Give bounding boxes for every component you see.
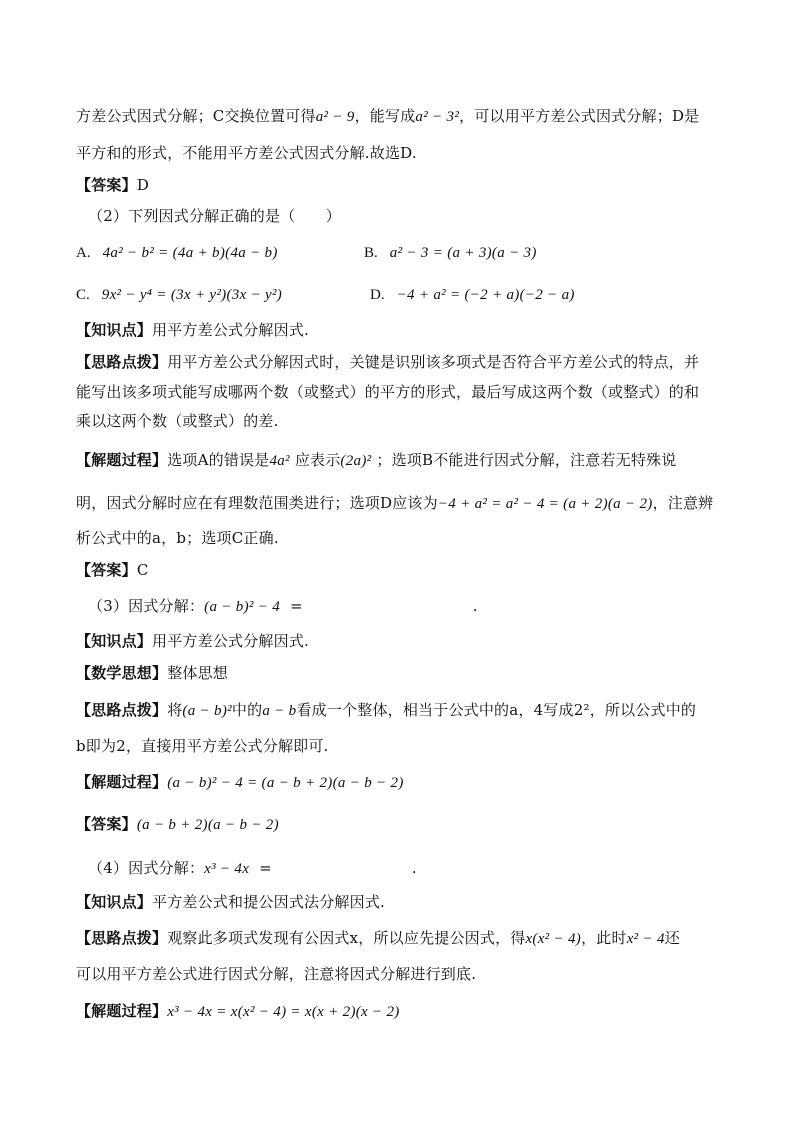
option-label: A. xyxy=(76,245,91,261)
text: ，能写成 xyxy=(354,107,416,125)
option-expr: a² − 3 = (a + 3)(a − 3) xyxy=(389,245,537,261)
question-4-stem: （4）因式分解：x³ − 4x = . xyxy=(88,859,417,877)
option-expr: 4a² − b² = (4a + b)(4a − b) xyxy=(102,245,278,261)
text: 方差公式因式分解；C交换位置可得 xyxy=(76,107,316,125)
hint-line: b即为2，直接用平方差公式分解即可. xyxy=(76,737,329,755)
option-expr: −4 + a² = (−2 + a)(−2 − a) xyxy=(396,287,575,303)
math-expr: a² − 3² xyxy=(415,109,460,125)
text: 平方和的形式，不能用平方差公式因式分解.故选D. xyxy=(76,144,417,162)
hint-line: 乘以这两个数（或整式）的差. xyxy=(76,412,279,430)
question-3-stem: （3）因式分解：(a − b)² − 4 = . xyxy=(88,597,478,615)
option-label: C. xyxy=(76,287,90,303)
knowledge-point: 【知识点】用平方差公式分解因式. xyxy=(76,321,309,339)
answer-line: 【答案】(a − b + 2)(a − b − 2) xyxy=(76,815,279,833)
option-a xyxy=(76,242,278,263)
option-label: D. xyxy=(370,287,385,303)
text-line xyxy=(76,106,721,127)
option-d xyxy=(370,284,575,305)
hint-line: 【思路点拨】观察此多项式发现有公因式x，所以应先提公因式，得x(x² − 4)，此时x² − 4还 xyxy=(76,929,680,947)
text: ，可以用平方差公式因式分解；D是 xyxy=(459,107,700,125)
solution-line: 【解题过程】x³ − 4x = x(x² − 4) = x(x + 2)(x − 2) xyxy=(76,1002,400,1020)
answer-tag: 【答案】 xyxy=(76,176,137,194)
solution-line: 明，因式分解时应在有理数范围类进行；选项D应该为−4 + a² = a² − 4 = (a + 2)(a − 2)，注意辨 xyxy=(76,494,714,512)
option-label: B. xyxy=(364,245,378,261)
hint-line: 【思路点拨】用平方差公式分解因式时，关键是识别该多项式是否符合平方差公式的特点，并 xyxy=(76,353,700,371)
option-b xyxy=(364,242,537,263)
answer-value: D xyxy=(136,176,150,194)
math-idea: 【数学思想】整体思想 xyxy=(76,664,229,682)
text-line xyxy=(76,143,721,163)
question-2-stem: （2）下列因式分解正确的是（ ） xyxy=(88,207,341,225)
knowledge-point: 【知识点】平方差公式和提公因式法分解因式. xyxy=(76,893,385,911)
option-c xyxy=(76,284,282,305)
option-expr: 9x² − y⁴ = (3x + y²)(3x − y²) xyxy=(101,287,283,303)
math-expr: a² − 9 xyxy=(315,109,355,125)
solution-line: 【解题过程】选项A的错误是4a² 应表示(2a)² ；选项B不能进行因式分解，注意若无特殊说 xyxy=(76,451,677,469)
hint-line: 【思路点拨】将(a − b)²中的a − b看成一个整体，相当于公式中的a，4写成2²，所以公式中的 xyxy=(76,701,697,719)
hint-line: 可以用平方差公式进行因式分解，注意将因式分解进行到底. xyxy=(76,965,477,983)
answer-line: 【答案】C xyxy=(76,561,149,579)
knowledge-point: 【知识点】用平方差公式分解因式. xyxy=(76,632,309,650)
solution-line: 【解题过程】(a − b)² − 4 = (a − b + 2)(a − b − 2) xyxy=(76,773,404,791)
solution-line: 析公式中的a，b；选项C正确. xyxy=(76,529,279,547)
hint-line: 能写出该多项式能写成哪两个数（或整式）的平方的形式，最后写成这两个数（或整式）的和 xyxy=(76,383,700,401)
answer-line xyxy=(76,175,721,195)
